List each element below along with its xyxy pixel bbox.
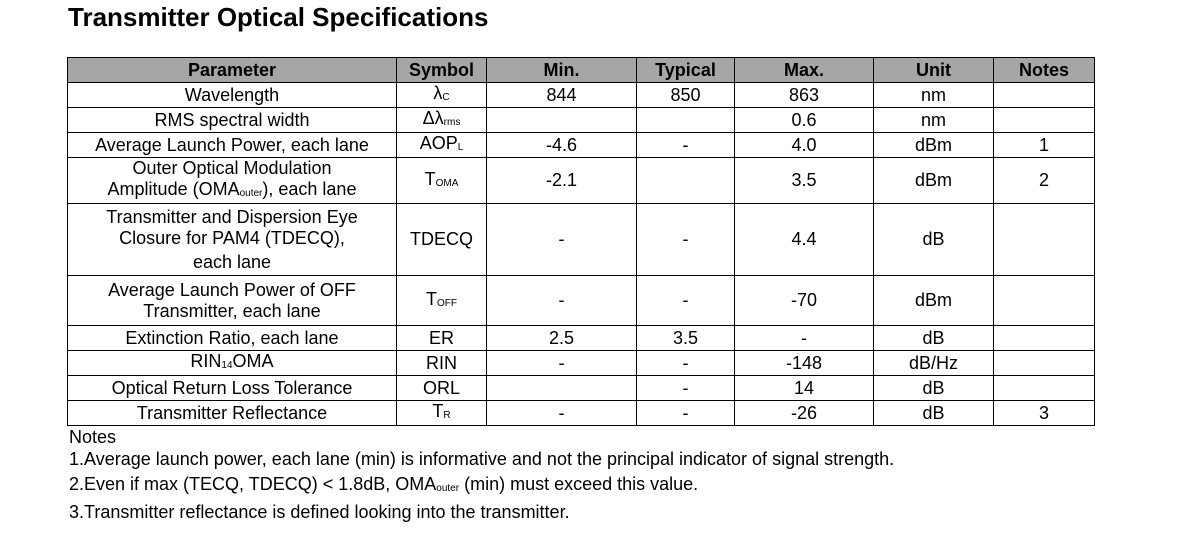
notes-heading: Notes (69, 427, 117, 447)
max-cell: 863 (735, 83, 874, 108)
max-cell: 3.5 (735, 158, 874, 204)
note-3: 3.Transmitter reflectance is defined looking into the transmitter. (69, 502, 570, 522)
unit-cell: dB (874, 376, 994, 401)
table-row (68, 276, 1095, 326)
symbol-text: AOP (419, 133, 458, 153)
unit-cell: nm (874, 108, 994, 133)
typical-cell: - (637, 133, 735, 158)
unit-cell: dB (874, 204, 994, 276)
param-cell (68, 276, 397, 326)
notes-cell (994, 351, 1095, 376)
param-line: Transmitter and Dispersion Eye (106, 206, 358, 227)
unit-cell: dB/Hz (874, 351, 994, 376)
symbol-text: λ (433, 83, 443, 103)
param-cell: Wavelength (68, 83, 397, 108)
symbol-cell (397, 401, 487, 426)
notes-cell (994, 83, 1095, 108)
table-row (68, 351, 1095, 376)
param-text: ), each lane (262, 179, 357, 199)
param-line: Transmitter, each lane (143, 300, 321, 321)
min-cell (487, 108, 637, 133)
typical-cell: - (637, 376, 735, 401)
param-subscript: outer (239, 188, 263, 199)
min-cell: 844 (487, 83, 637, 108)
notes-cell: 1 (994, 133, 1095, 158)
symbol-text: T (424, 168, 436, 189)
param-cell (68, 158, 397, 204)
typical-cell (637, 108, 735, 133)
symbol-text: T (426, 288, 437, 309)
notes-cell: 3 (994, 401, 1095, 426)
note-2 (69, 472, 894, 501)
max-cell: 4.0 (735, 133, 874, 158)
note-1: 1.Average launch power, each lane (min) is informative and not the principal indicator of signal strength. (69, 449, 895, 469)
notes-cell (994, 204, 1095, 276)
param-subscript: 14 (221, 360, 233, 371)
note-2-text: 2.Even if max (TECQ, TDECQ) < 1.8dB, OMA (69, 473, 437, 494)
symbol-cell (397, 108, 487, 133)
table-row (68, 83, 1095, 108)
notes-cell (994, 276, 1095, 326)
param-cell: Optical Return Loss Tolerance (68, 376, 397, 401)
note-2-subscript: outer (436, 482, 460, 494)
spec-table (67, 57, 1095, 426)
note-2-text-end: (min) must exceed this value. (459, 473, 699, 494)
typical-cell (637, 158, 735, 204)
param-line: Outer Optical Modulation (132, 158, 332, 178)
typical-cell: - (637, 204, 735, 276)
typical-cell: 850 (637, 83, 735, 108)
max-cell: 14 (735, 376, 874, 401)
unit-cell: dBm (874, 158, 994, 204)
symbol-cell (397, 276, 487, 326)
unit-cell: dBm (874, 133, 994, 158)
max-cell: -70 (735, 276, 874, 326)
typical-cell: - (637, 401, 735, 426)
param-cell (68, 351, 397, 376)
param-text: Amplitude (OMA (107, 179, 240, 199)
symbol-subscript: OMA (435, 177, 459, 189)
param-line: Average Launch Power of OFF (108, 279, 356, 300)
table-row (68, 158, 1095, 204)
notes-cell: 2 (994, 158, 1095, 204)
max-cell: 0.6 (735, 108, 874, 133)
symbol-subscript: C (442, 92, 450, 103)
typical-cell: - (637, 276, 735, 326)
header-typical: Typical (637, 58, 735, 83)
symbol-cell: ORL (397, 376, 487, 401)
min-cell: - (487, 204, 637, 276)
symbol-subscript: OFF (437, 297, 457, 309)
param-line: each lane (192, 251, 272, 272)
min-cell (487, 376, 637, 401)
header-parameter: Parameter (68, 58, 397, 83)
symbol-text: Δλ (422, 108, 444, 128)
typical-cell: - (637, 351, 735, 376)
table-row (68, 326, 1095, 351)
table-row (68, 133, 1095, 158)
table-row (68, 401, 1095, 426)
symbol-subscript: R (443, 410, 451, 421)
symbol-subscript: L (457, 142, 464, 153)
min-cell: - (487, 401, 637, 426)
param-cell: Transmitter Reflectance (68, 401, 397, 426)
min-cell: 2.5 (487, 326, 637, 351)
notes-cell (994, 326, 1095, 351)
page-title: Transmitter Optical Specifications (68, 2, 489, 32)
notes-cell (994, 108, 1095, 133)
param-cell: Extinction Ratio, each lane (68, 326, 397, 351)
symbol-cell: RIN (397, 351, 487, 376)
symbol-cell (397, 158, 487, 204)
notes-section (69, 427, 894, 525)
header-notes: Notes (994, 58, 1095, 83)
header-min: Min. (487, 58, 637, 83)
param-cell: RMS spectral width (68, 108, 397, 133)
symbol-subscript: rms (443, 117, 461, 128)
table-row (68, 376, 1095, 401)
min-cell: -4.6 (487, 133, 637, 158)
max-cell: - (735, 326, 874, 351)
min-cell: - (487, 351, 637, 376)
min-cell: -2.1 (487, 158, 637, 204)
param-cell: Average Launch Power, each lane (68, 133, 397, 158)
param-line: Closure for PAM4 (TDECQ), (119, 227, 345, 248)
param-text: OMA (232, 351, 274, 371)
param-cell (68, 204, 397, 276)
max-cell: -26 (735, 401, 874, 426)
symbol-text: T (432, 401, 444, 421)
header-unit: Unit (874, 58, 994, 83)
header-max: Max. (735, 58, 874, 83)
unit-cell: dB (874, 401, 994, 426)
unit-cell: dBm (874, 276, 994, 326)
param-line (71, 179, 393, 203)
symbol-cell (397, 133, 487, 158)
symbol-cell (397, 83, 487, 108)
symbol-cell: ER (397, 326, 487, 351)
typical-cell: 3.5 (637, 326, 735, 351)
notes-cell (994, 376, 1095, 401)
unit-cell: nm (874, 83, 994, 108)
param-text: RIN (190, 351, 222, 371)
unit-cell: dB (874, 326, 994, 351)
max-cell: -148 (735, 351, 874, 376)
header-symbol: Symbol (397, 58, 487, 83)
max-cell: 4.4 (735, 204, 874, 276)
table-row (68, 108, 1095, 133)
table-header-row (68, 58, 1095, 83)
symbol-cell: TDECQ (397, 204, 487, 276)
table-row (68, 204, 1095, 276)
min-cell: - (487, 276, 637, 326)
